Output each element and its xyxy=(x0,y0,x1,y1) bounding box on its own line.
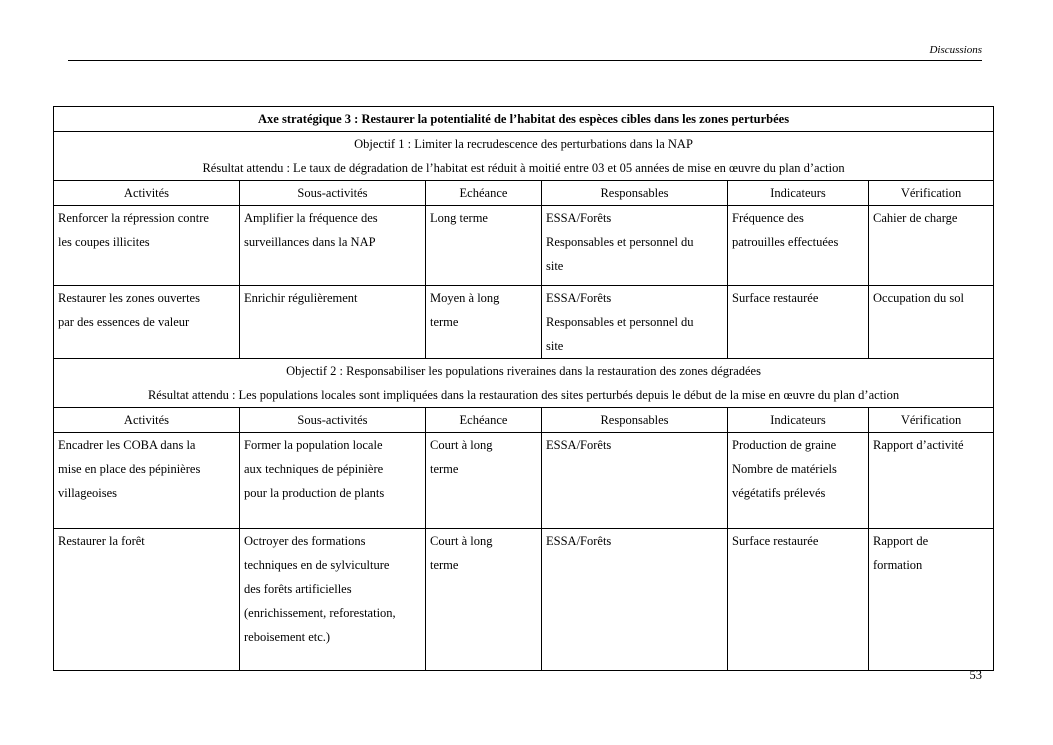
cell-text: formation xyxy=(873,558,923,572)
echeance-cell xyxy=(426,433,542,529)
sous-activite-cell xyxy=(240,529,426,671)
indicateurs-cell xyxy=(728,206,869,286)
verification-cell xyxy=(869,529,994,671)
cell-text: végétatifs prélevés xyxy=(732,486,826,500)
table-row xyxy=(54,206,994,286)
cell-text: surveillances dans la NAP xyxy=(244,235,376,249)
table-row xyxy=(54,433,994,529)
indicateurs-cell xyxy=(728,286,869,359)
action-plan-table xyxy=(53,106,994,671)
cell-text: Fréquence des xyxy=(732,211,804,225)
cell-text: Surface restaurée xyxy=(732,291,819,305)
cell-text: Amplifier la fréquence des xyxy=(244,211,378,225)
objective-2-cell xyxy=(54,359,994,408)
objective-2-label: Objectif 2 : Responsabiliser les populations riveraines dans la restauration des zones dégradées xyxy=(286,364,761,378)
cell-text: des forêts artificielles xyxy=(244,582,352,596)
activite-cell xyxy=(54,433,240,529)
objective-1-row xyxy=(54,132,994,181)
col-sous-activites: Sous-activités xyxy=(240,408,426,433)
col-indicateurs: Indicateurs xyxy=(728,181,869,206)
cell-text: Encadrer les COBA dans la xyxy=(58,438,196,452)
indicateurs-cell xyxy=(728,529,869,671)
cell-text: les coupes illicites xyxy=(58,235,150,249)
objective-1-cell xyxy=(54,132,994,181)
cell-text: site xyxy=(546,259,564,273)
cell-text: reboisement etc.) xyxy=(244,630,331,644)
col-verification: Vérification xyxy=(869,181,994,206)
cell-text: techniques en de sylviculture xyxy=(244,558,390,572)
activite-cell xyxy=(54,529,240,671)
echeance-cell xyxy=(426,529,542,671)
verification-cell xyxy=(869,286,994,359)
cell-text: mise en place des pépinières xyxy=(58,462,201,476)
cell-text: Cahier de charge xyxy=(873,211,958,225)
cell-text: Renforcer la répression contre xyxy=(58,211,209,225)
cell-text: par des essences de valeur xyxy=(58,315,190,329)
responsables-cell xyxy=(542,529,728,671)
echeance-cell xyxy=(426,206,542,286)
col-responsables: Responsables xyxy=(542,181,728,206)
col-verification: Vérification xyxy=(869,408,994,433)
cell-text: Nombre de matériels xyxy=(732,462,837,476)
cell-text: Octroyer des formations xyxy=(244,534,366,548)
sous-activite-cell xyxy=(240,206,426,286)
page-number: 53 xyxy=(969,668,982,682)
cell-text: Former la population locale xyxy=(244,438,383,452)
activite-cell xyxy=(54,286,240,359)
cell-text: ESSA/Forêts xyxy=(546,211,612,225)
verification-cell xyxy=(869,433,994,529)
cell-text: terme xyxy=(430,558,459,572)
verification-cell xyxy=(869,206,994,286)
cell-text: Responsables et personnel du xyxy=(546,235,694,249)
cell-text: (enrichissement, reforestation, xyxy=(244,606,396,620)
cell-text: Moyen à long xyxy=(430,291,500,305)
column-header-row xyxy=(54,181,994,206)
col-activites: Activités xyxy=(54,181,240,206)
cell-text: aux techniques de pépinière xyxy=(244,462,384,476)
cell-text: Court à long xyxy=(430,438,493,452)
cell-text: Rapport de xyxy=(873,534,929,548)
objective-2-row xyxy=(54,359,994,408)
cell-text: Surface restaurée xyxy=(732,534,819,548)
activite-cell xyxy=(54,206,240,286)
sous-activite-cell xyxy=(240,433,426,529)
cell-text: terme xyxy=(430,462,459,476)
cell-text: Long terme xyxy=(430,211,488,225)
strategic-axis-title: Axe stratégique 3 : Restaurer la potentialité de l’habitat des espèces cibles dans les zones perturbées xyxy=(54,107,994,132)
responsables-cell xyxy=(542,286,728,359)
cell-text: Court à long xyxy=(430,534,493,548)
column-header-row xyxy=(54,408,994,433)
cell-text: Enrichir régulièrement xyxy=(244,291,358,305)
cell-text: Occupation du sol xyxy=(873,291,964,305)
table-row xyxy=(54,529,994,671)
responsables-cell xyxy=(542,433,728,529)
table-title-row xyxy=(54,107,994,132)
col-activites: Activités xyxy=(54,408,240,433)
cell-text: ESSA/Forêts xyxy=(546,438,612,452)
cell-text: Restaurer les zones ouvertes xyxy=(58,291,200,305)
cell-text: terme xyxy=(430,315,459,329)
cell-text: Responsables et personnel du xyxy=(546,315,694,329)
col-responsables: Responsables xyxy=(542,408,728,433)
indicateurs-cell xyxy=(728,433,869,529)
cell-text: Restaurer la forêt xyxy=(58,534,145,548)
col-echeance: Echéance xyxy=(426,181,542,206)
cell-text: ESSA/Forêts xyxy=(546,291,612,305)
cell-text: Production de graine xyxy=(732,438,837,452)
objective-1-result: Résultat attendu : Le taux de dégradation de l’habitat est réduit à moitié entre 03 et 05 années de mise en œuvre du plan d’action xyxy=(202,161,845,175)
col-echeance: Echéance xyxy=(426,408,542,433)
col-indicateurs: Indicateurs xyxy=(728,408,869,433)
cell-text: villageoises xyxy=(58,486,118,500)
cell-text: pour la production de plants xyxy=(244,486,385,500)
cell-text: Rapport d’activité xyxy=(873,438,964,452)
running-header xyxy=(68,44,982,61)
section-title: Discussions xyxy=(929,44,982,56)
echeance-cell xyxy=(426,286,542,359)
col-sous-activites: Sous-activités xyxy=(240,181,426,206)
cell-text: site xyxy=(546,339,564,353)
cell-text: ESSA/Forêts xyxy=(546,534,612,548)
sous-activite-cell xyxy=(240,286,426,359)
responsables-cell xyxy=(542,206,728,286)
cell-text: patrouilles effectuées xyxy=(732,235,839,249)
table-row xyxy=(54,286,994,359)
objective-1-label: Objectif 1 : Limiter la recrudescence des perturbations dans la NAP xyxy=(354,137,693,151)
objective-2-result: Résultat attendu : Les populations locales sont impliquées dans la restauration des sites perturbés depuis le début de la mise en œuvre du plan d’action xyxy=(147,388,900,402)
